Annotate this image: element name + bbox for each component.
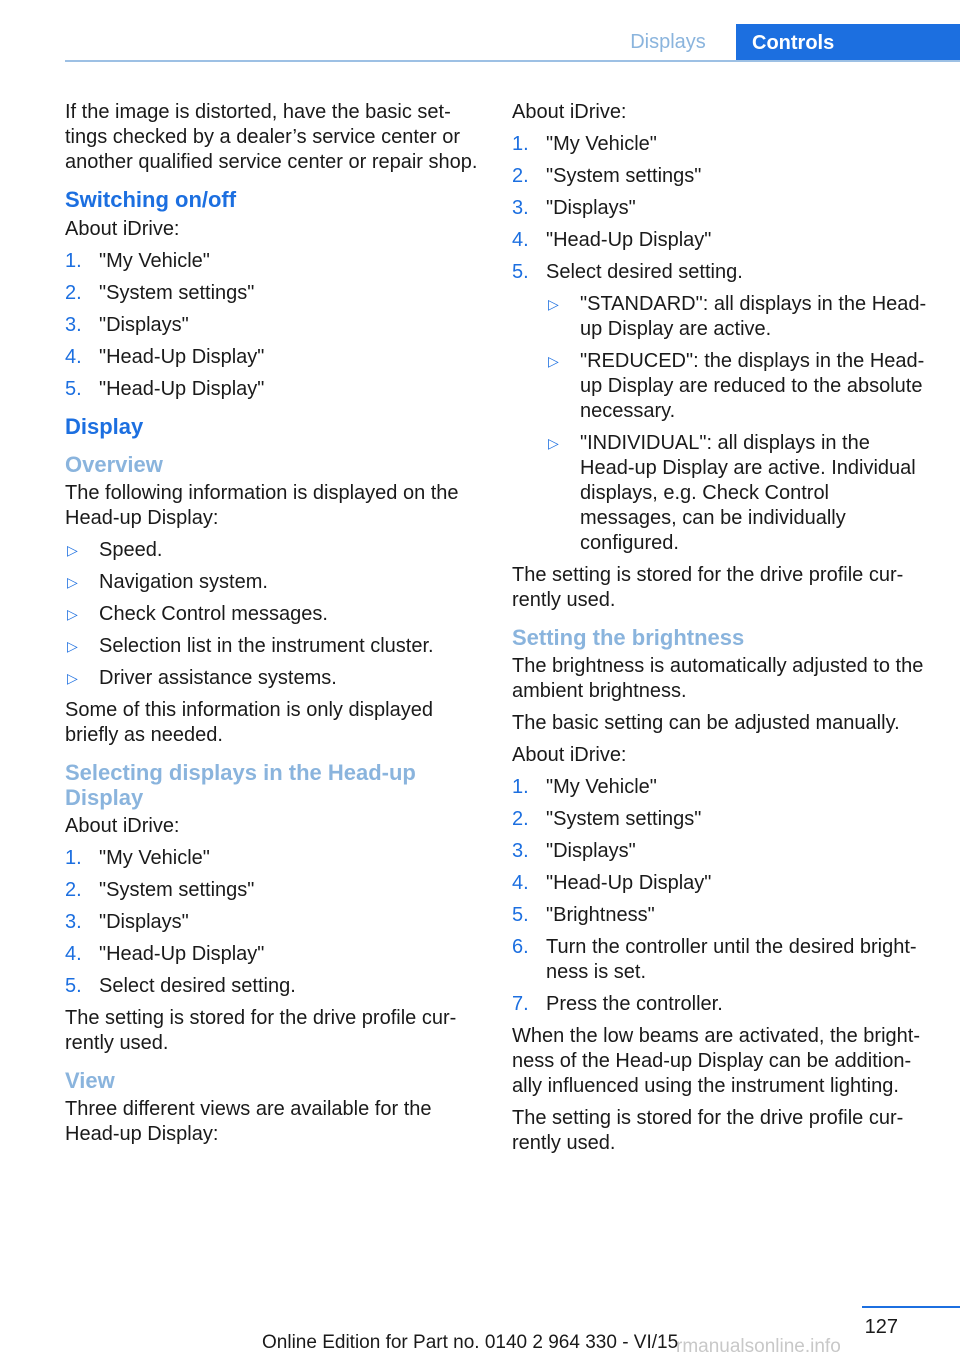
list-item: 2. "System settings" (65, 879, 255, 901)
list-item: 1. "My Vehicle" (65, 250, 210, 272)
list-item: 4. "Head-Up Display" (65, 943, 265, 965)
list-item: 3. "Displays" (512, 197, 636, 219)
heading-brightness: Setting the brightness (512, 625, 745, 650)
triangle-bullet-icon: ▷ (548, 296, 559, 312)
list-item: 4. "Head-Up Display" (512, 229, 712, 251)
list-item: ▷ Speed. (67, 539, 163, 561)
view-stored: The setting is stored for the drive profile currently used. (512, 564, 904, 611)
left-column (65, 100, 480, 1154)
triangle-bullet-icon: ▷ (548, 353, 559, 369)
intro-paragraph: If the image is distorted, have the basic settings checked by a dealer’s service center or another qualified service center or repair shop. (65, 101, 478, 173)
heading-overview: Overview (65, 452, 163, 477)
brightness-p2: The basic setting can be adjusted manually. (512, 712, 900, 734)
selecting-steps (65, 846, 480, 999)
selecting-stored: The setting is stored for the drive profile currently used. (65, 1007, 457, 1054)
view-intro: Three different views are available for the Head-up Display: (65, 1098, 432, 1145)
overview-items (65, 538, 480, 691)
switching-steps (65, 249, 480, 402)
list-item: ▷ Navigation system. (67, 571, 268, 593)
triangle-bullet-icon: ▷ (67, 542, 78, 558)
list-item: 3. "Displays" (65, 911, 189, 933)
view-steps (512, 132, 927, 556)
list-item: 6. Turn the controller until the desired brightness is set. (512, 936, 917, 983)
list-item: ▷ Check Control messages. (67, 603, 328, 625)
triangle-bullet-icon: ▷ (67, 606, 78, 622)
overview-note: Some of this information is only displayed briefly as needed. (65, 699, 433, 746)
brightness-steps (512, 775, 927, 1017)
edition-line: Online Edition for Part no. 0140 2 964 330 - VI/15 (262, 1332, 679, 1353)
brightness-p1: The brightness is automatically adjusted to the ambient brightness. (512, 655, 924, 702)
list-item: 2. "System settings" (512, 165, 702, 187)
list-item: ▷ Selection list in the instrument cluster. (67, 635, 434, 657)
triangle-bullet-icon: ▷ (548, 435, 559, 451)
view-idrive: About iDrive: (512, 101, 627, 123)
list-item: 7. Press the controller. (512, 993, 723, 1015)
list-item: 5. Select desired setting. (65, 975, 296, 997)
heading-switching: Switching on/off (65, 187, 237, 212)
heading-selecting: Selecting displays in the Head-up Display (65, 760, 416, 810)
brightness-p3: When the low beams are activated, the brightness of the Head-up Display can be additionally influenced using the instrument lighting. (512, 1025, 920, 1097)
triangle-bullet-icon: ▷ (67, 638, 78, 654)
list-item: 3. "Displays" (65, 314, 189, 336)
list-item: ▷ Driver assistance systems. (67, 667, 337, 689)
list-item: ▷ "REDUCED": the displays in the Head-up Display are reduced to the absolute necessary. (548, 350, 925, 422)
triangle-bullet-icon: ▷ (67, 670, 78, 686)
heading-view: View (65, 1068, 115, 1093)
view-options (546, 292, 927, 556)
list-item: ▷ "STANDARD": all displays in the Head-up Display are active. (548, 293, 927, 340)
header-rule (65, 60, 960, 62)
list-item: ▷ "INDIVIDUAL": all displays in the Head-up Display are active. Individual displays, e.g. Check Control messages, can be individually configured. (548, 432, 916, 554)
list-item: 5. Select desired setting. ▷ "STANDARD": all displays in the Head-up Display are active. ▷ "REDUCED": the displays in the Head-up Display are reduced to the absolute necessary. ▷ "INDIVIDUAL": all displays in the Head-up Display are active. Individual displays, e.g. Check Control messages, can be individually configured. (512, 261, 927, 554)
list-item: 3. "Displays" (512, 840, 636, 862)
heading-display: Display (65, 414, 144, 439)
list-item: 1. "My Vehicle" (65, 847, 210, 869)
list-item: 4. "Head-Up Display" (512, 872, 712, 894)
switching-idrive: About iDrive: (65, 218, 180, 240)
triangle-bullet-icon: ▷ (67, 574, 78, 590)
list-item: 5. "Head-Up Display" (65, 378, 265, 400)
list-item: 1. "My Vehicle" (512, 776, 657, 798)
watermark: rmanualsonline.info (676, 1336, 841, 1357)
list-item: 5. "Brightness" (512, 904, 655, 926)
selecting-idrive: About iDrive: (65, 815, 180, 837)
list-item: 4. "Head-Up Display" (65, 346, 265, 368)
overview-intro: The following information is displayed on the Head-up Display: (65, 482, 459, 529)
list-item: 2. "System settings" (512, 808, 702, 830)
list-item: 1. "My Vehicle" (512, 133, 657, 155)
header-tab-displays: Displays (630, 31, 706, 53)
right-column (512, 100, 927, 1163)
list-item: 2. "System settings" (65, 282, 255, 304)
brightness-stored: The setting is stored for the drive profile currently used. (512, 1107, 904, 1154)
header-tab-controls: Controls (736, 24, 960, 62)
footer-rule (862, 1306, 960, 1308)
page-number: 127 (864, 1316, 898, 1338)
brightness-idrive: About iDrive: (512, 744, 627, 766)
